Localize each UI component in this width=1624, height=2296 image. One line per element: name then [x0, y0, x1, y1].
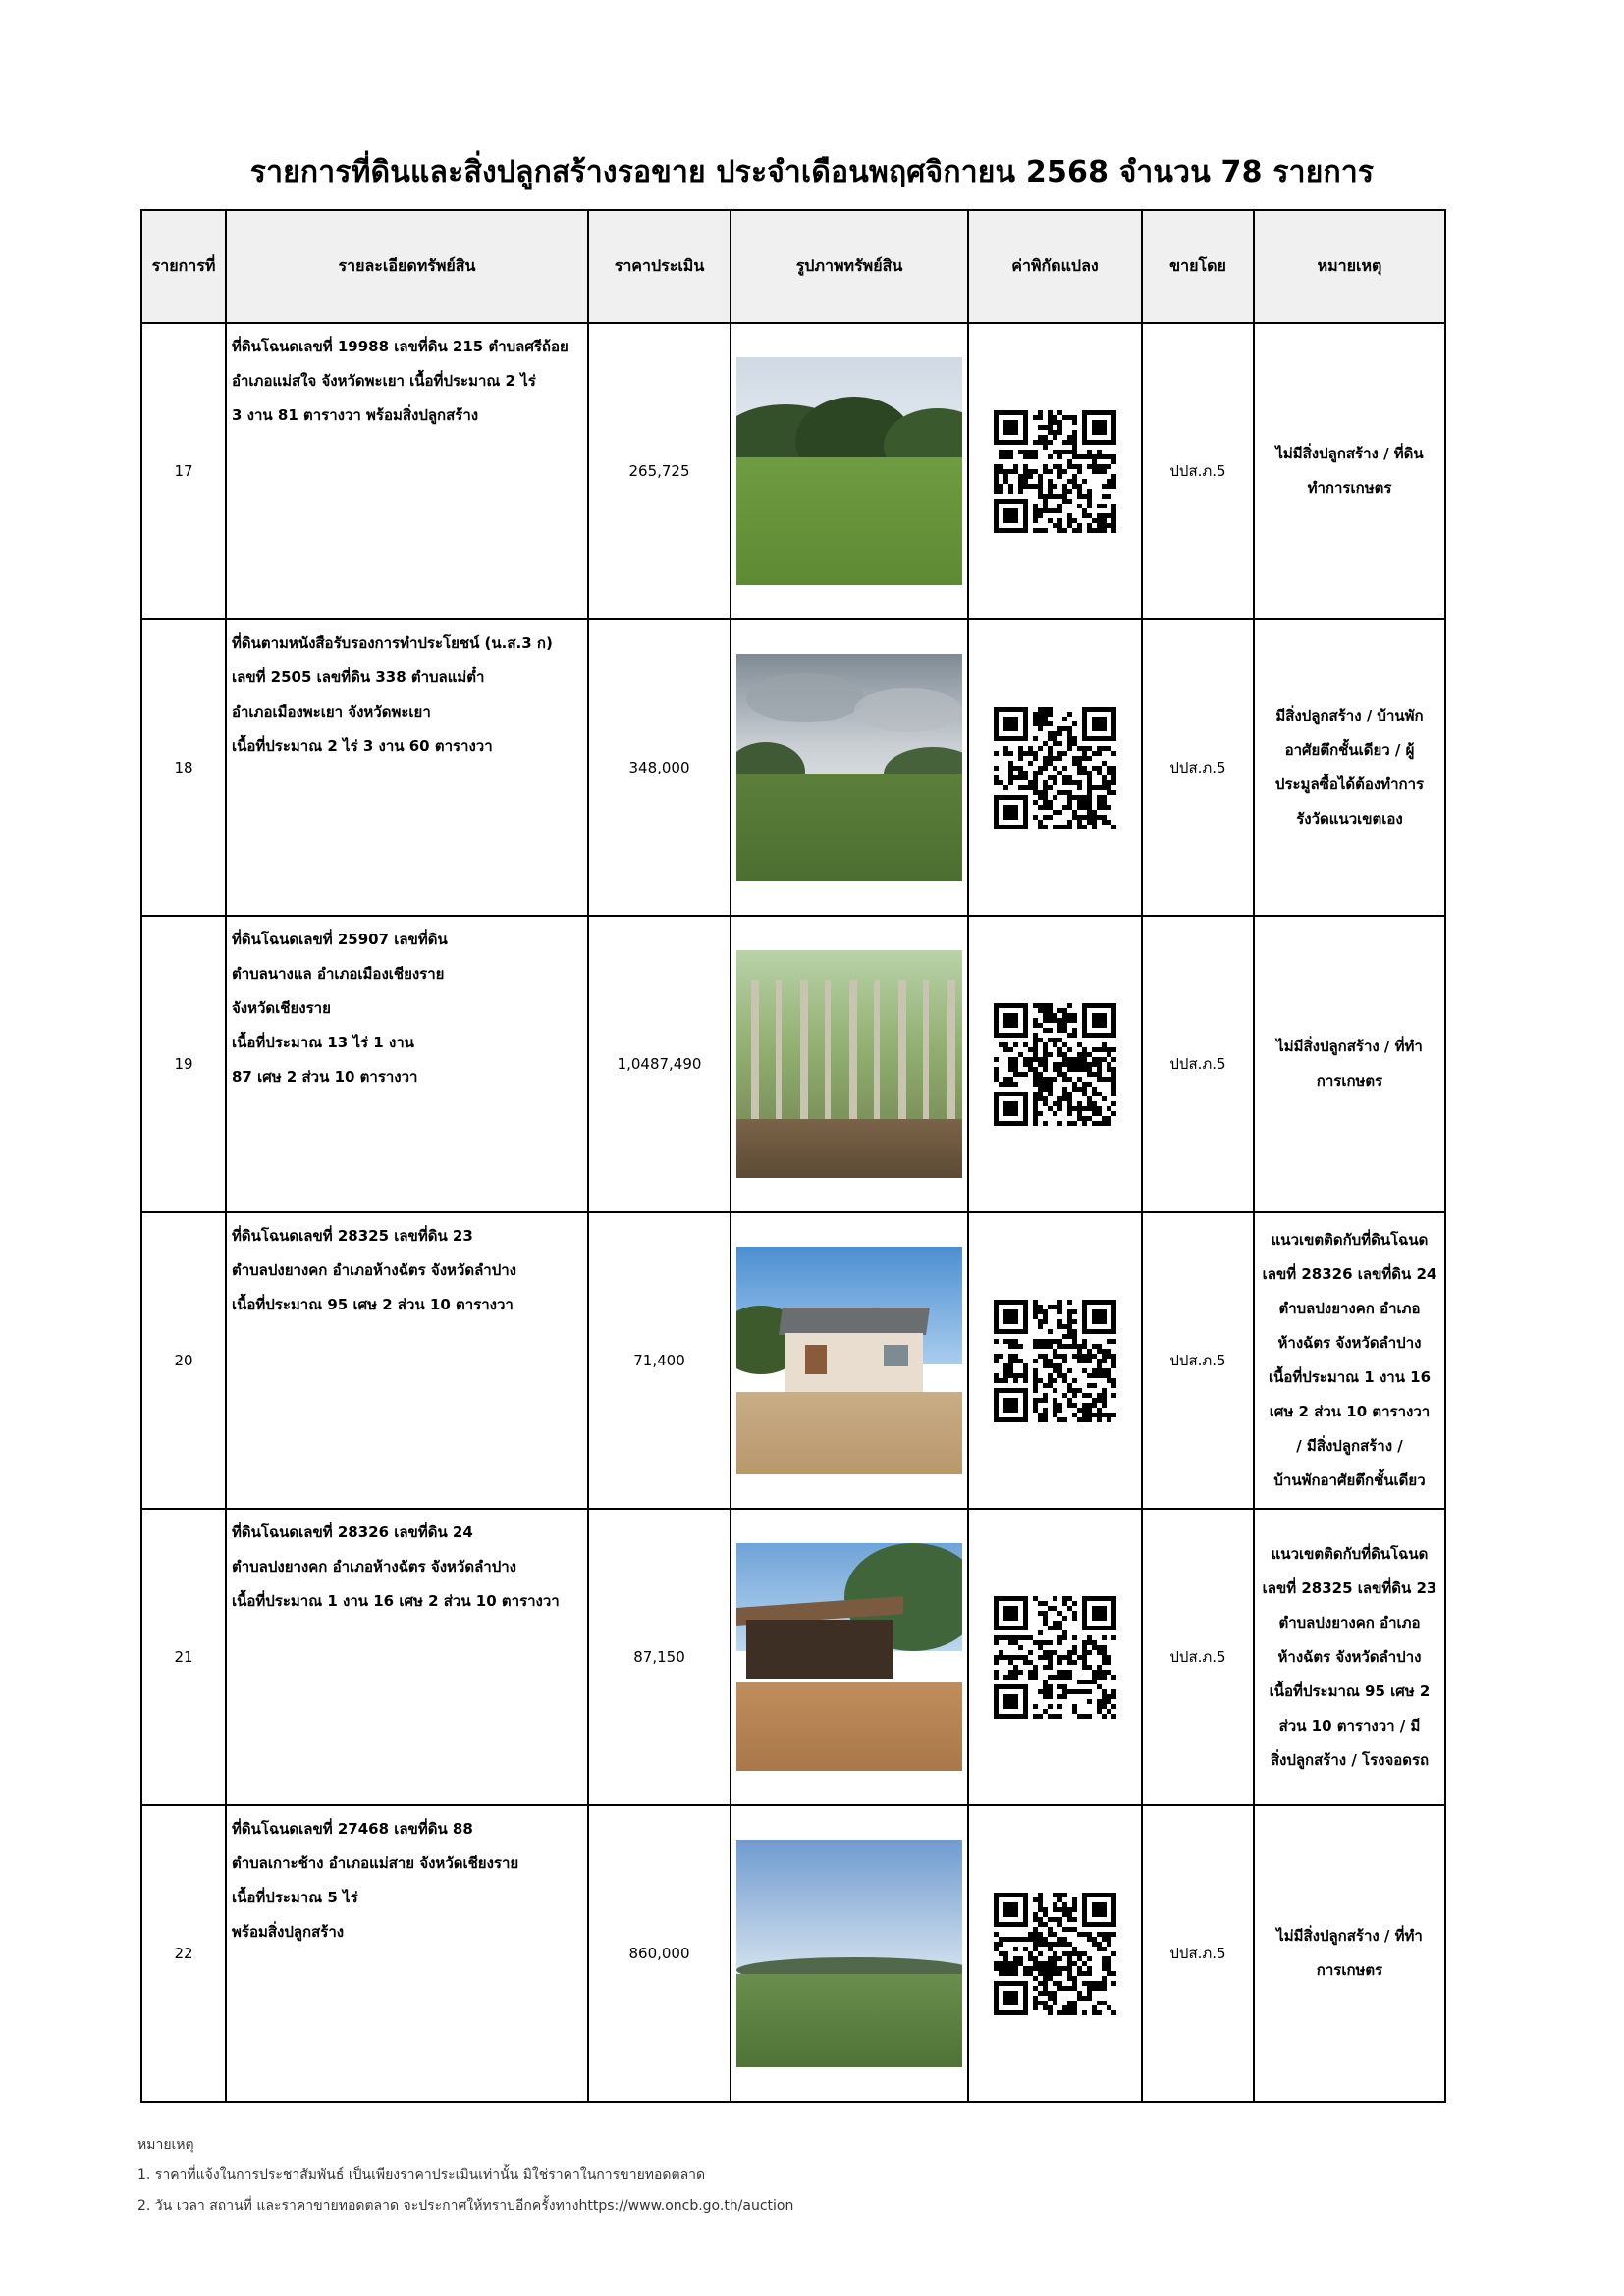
- item-number: 21: [141, 1509, 226, 1805]
- detail-line: ที่ดินโฉนดเลขที่ 25907 เลขที่ดิน: [232, 931, 448, 948]
- remark-line: ไม่มีสิ่งปลูกสร้าง / ที่ทำ: [1276, 1038, 1423, 1055]
- remark-line: ตำบลปงยางคก อำเภอ: [1278, 1613, 1421, 1631]
- header-detail: รายละเอียดทรัพย์สิน: [226, 210, 588, 323]
- remark-line: เลขที่ 28325 เลขที่ดิน 23: [1262, 1578, 1437, 1597]
- detail-line: เนื้อที่ประมาณ 95 เศษ 2 ส่วน 10 ตารางวา: [232, 1296, 514, 1313]
- seller: ปปส.ภ.5: [1142, 1212, 1254, 1509]
- detail-line: ตำบลนางแล อำเภอเมืองเชียงราย: [232, 965, 445, 983]
- header-note: หมายเหตุ: [1254, 210, 1445, 323]
- property-photo: [731, 1509, 968, 1805]
- page-title: รายการที่ดินและสิ่งปลูกสร้างรอขาย ประจำเดือนพฤศจิกายน 2568 จำนวน 78 รายการ: [249, 155, 1375, 189]
- single-storey-house-photo: [736, 1247, 962, 1474]
- remark-line: แนวเขตติดกับที่ดินโฉนด: [1271, 1231, 1429, 1249]
- appraised-price: 265,725: [588, 323, 731, 619]
- remark-line: บ้านพักอาศัยตึกชั้นเดียว: [1273, 1471, 1426, 1489]
- remark: [1254, 1805, 1445, 2102]
- remark-line: เลขที่ 28326 เลขที่ดิน 24: [1262, 1265, 1437, 1283]
- coordinates-qr: [968, 323, 1142, 619]
- remark-line: แนวเขตติดกับที่ดินโฉนด: [1271, 1544, 1429, 1563]
- header-price: ราคาประเมิน: [588, 210, 731, 323]
- appraised-price: 87,150: [588, 1509, 731, 1805]
- coordinates-qr: [968, 916, 1142, 1212]
- remark-line: ตำบลปงยางคก อำเภอ: [1278, 1300, 1421, 1317]
- item-number: 19: [141, 916, 226, 1212]
- remark: [1254, 916, 1445, 1212]
- header-no: รายการที่: [141, 210, 226, 323]
- header-coordinates: ค่าพิกัดแปลง: [968, 210, 1142, 323]
- appraised-price: 1,0487,490: [588, 916, 731, 1212]
- coordinates-qr: [968, 1805, 1142, 2102]
- seller: ปปส.ภ.5: [1142, 916, 1254, 1212]
- detail-line: จังหวัดเชียงราย: [232, 999, 331, 1017]
- remark-line: การเกษตร: [1316, 1961, 1383, 1979]
- detail-line: เนื้อที่ประมาณ 2 ไร่ 3 งาน 60 ตารางวา: [232, 737, 493, 755]
- seller: ปปส.ภ.5: [1142, 323, 1254, 619]
- property-photo: [731, 1805, 968, 2102]
- remark-line: ไม่มีสิ่งปลูกสร้าง / ที่ดิน: [1275, 445, 1424, 462]
- detail-line: พร้อมสิ่งปลูกสร้าง: [232, 1923, 345, 1941]
- qr-code-icon: [994, 1003, 1116, 1126]
- item-number: 22: [141, 1805, 226, 2102]
- remark: [1254, 1212, 1445, 1509]
- property-photo: [731, 323, 968, 619]
- remark-line: รังวัดแนวเขตเอง: [1296, 810, 1403, 828]
- detail-line: อำเภอแม่สใจ จังหวัดพะเยา เนื้อที่ประมาณ 2 ไร่: [232, 372, 536, 390]
- item-number: 17: [141, 323, 226, 619]
- detail-line: ตำบลเกาะช้าง อำเภอแม่สาย จังหวัดเชียงราย: [232, 1854, 519, 1872]
- detail-line: ที่ดินโฉนดเลขที่ 27468 เลขที่ดิน 88: [232, 1820, 473, 1838]
- remark: [1254, 1509, 1445, 1805]
- field-cloudy-sky-photo: [736, 654, 962, 881]
- remark-line: มีสิ่งปลูกสร้าง / บ้านพัก: [1275, 707, 1424, 724]
- item-number: 18: [141, 619, 226, 916]
- property-detail: [226, 1805, 588, 2102]
- remark-line: สิ่งปลูกสร้าง / โรงจอดรถ: [1270, 1750, 1430, 1769]
- detail-line: เนื้อที่ประมาณ 1 งาน 16 เศษ 2 ส่วน 10 ตารางวา: [232, 1592, 560, 1610]
- qr-code-icon: [994, 1300, 1116, 1422]
- appraised-price: 348,000: [588, 619, 731, 916]
- detail-line: ตำบลปงยางคก อำเภอห้างฉัตร จังหวัดลำปาง: [232, 1261, 516, 1279]
- qr-code-icon: [994, 707, 1116, 829]
- remark-line: ห้างฉัตร จังหวัดลำปาง: [1277, 1647, 1422, 1666]
- table-row: [141, 619, 1445, 916]
- detail-line: เนื้อที่ประมาณ 5 ไร่: [232, 1889, 358, 1906]
- table-row: [141, 1509, 1445, 1805]
- remark-line: / มีสิ่งปลูกสร้าง /: [1296, 1437, 1403, 1455]
- rubber-tree-plantation-photo: [736, 950, 962, 1178]
- header-photo: รูปภาพทรัพย์สิน: [731, 210, 968, 323]
- property-detail: [226, 916, 588, 1212]
- table-header-row: [141, 210, 1445, 323]
- header-seller: ขายโดย: [1142, 210, 1254, 323]
- detail-line: ตำบลปงยางคก อำเภอห้างฉัตร จังหวัดลำปาง: [232, 1558, 516, 1575]
- coordinates-qr: [968, 1509, 1142, 1805]
- footnote-heading: หมายเหตุ: [137, 2137, 194, 2153]
- remark: [1254, 323, 1445, 619]
- footnotes: [137, 2130, 793, 2221]
- detail-line: ที่ดินโฉนดเลขที่ 28325 เลขที่ดิน 23: [232, 1227, 473, 1245]
- remark-line: ทำการเกษตร: [1307, 479, 1392, 497]
- carport-shed-photo: [736, 1543, 962, 1771]
- appraised-price: 860,000: [588, 1805, 731, 2102]
- property-detail: [226, 619, 588, 916]
- coordinates-qr: [968, 619, 1142, 916]
- remark-line: เนื้อที่ประมาณ 95 เศษ 2: [1269, 1682, 1431, 1700]
- property-detail: [226, 323, 588, 619]
- footnote-item: 1. ราคาที่แจ้งในการประชาสัมพันธ์ เป็นเพียงราคาประเมินเท่านั้น มิใช่ราคาในการขายทอดตลาด: [137, 2167, 706, 2183]
- seller: ปปส.ภ.5: [1142, 619, 1254, 916]
- property-photo: [731, 619, 968, 916]
- table-row: [141, 1805, 1445, 2102]
- property-detail: [226, 1212, 588, 1509]
- property-detail: [226, 1509, 588, 1805]
- seller: ปปส.ภ.5: [1142, 1509, 1254, 1805]
- remark-line: การเกษตร: [1316, 1072, 1383, 1090]
- item-number: 20: [141, 1212, 226, 1509]
- detail-line: ที่ดินโฉนดเลขที่ 28326 เลขที่ดิน 24: [232, 1523, 473, 1541]
- detail-line: เนื้อที่ประมาณ 13 ไร่ 1 งาน: [232, 1034, 414, 1051]
- field-with-trees-photo: [736, 357, 962, 585]
- detail-line: ที่ดินตามหนังสือรับรองการทำประโยชน์ (น.ส.3 ก): [232, 634, 553, 652]
- remark-line: ไม่มีสิ่งปลูกสร้าง / ที่ทำ: [1276, 1927, 1423, 1945]
- detail-line: 3 งาน 81 ตารางวา พร้อมสิ่งปลูกสร้าง: [232, 406, 479, 424]
- detail-line: ที่ดินโฉนดเลขที่ 19988 เลขที่ดิน 215 ตำบลศรีถ้อย: [232, 338, 568, 355]
- footnote-item: 2. วัน เวลา สถานที่ และราคาขายทอดตลาด จะประกาศให้ทราบอีกครั้งทางhttps://www.oncb.go.th/auction: [137, 2198, 794, 2214]
- table-row: [141, 916, 1445, 1212]
- table-row: [141, 323, 1445, 619]
- table-row: [141, 1212, 1445, 1509]
- remark: [1254, 619, 1445, 916]
- remark-line: ส่วน 10 ตารางวา / มี: [1278, 1716, 1421, 1735]
- property-photo: [731, 1212, 968, 1509]
- qr-code-icon: [994, 1893, 1116, 2015]
- detail-line: อำเภอเมืองพะเยา จังหวัดพะเยา: [232, 703, 431, 721]
- remark-line: ประมูลซื้อได้ต้องทำการ: [1274, 775, 1425, 793]
- property-listing-table: [140, 209, 1446, 2103]
- remark-line: เศษ 2 ส่วน 10 ตารางวา: [1269, 1403, 1431, 1420]
- coordinates-qr: [968, 1212, 1142, 1509]
- property-photo: [731, 916, 968, 1212]
- remark-line: อาศัยตึกชั้นเดียว / ผู้: [1284, 741, 1415, 759]
- seller: ปปส.ภ.5: [1142, 1805, 1254, 2102]
- detail-line: 87 เศษ 2 ส่วน 10 ตารางวา: [232, 1068, 418, 1086]
- qr-code-icon: [994, 1596, 1116, 1719]
- remark-line: ห้างฉัตร จังหวัดลำปาง: [1277, 1334, 1422, 1352]
- open-farmland-photo: [736, 1840, 962, 2067]
- detail-line: เลขที่ 2505 เลขที่ดิน 338 ตำบลแม่ต๋ำ: [232, 668, 485, 686]
- qr-code-icon: [994, 410, 1116, 533]
- remark-line: เนื้อที่ประมาณ 1 งาน 16: [1268, 1368, 1432, 1386]
- appraised-price: 71,400: [588, 1212, 731, 1509]
